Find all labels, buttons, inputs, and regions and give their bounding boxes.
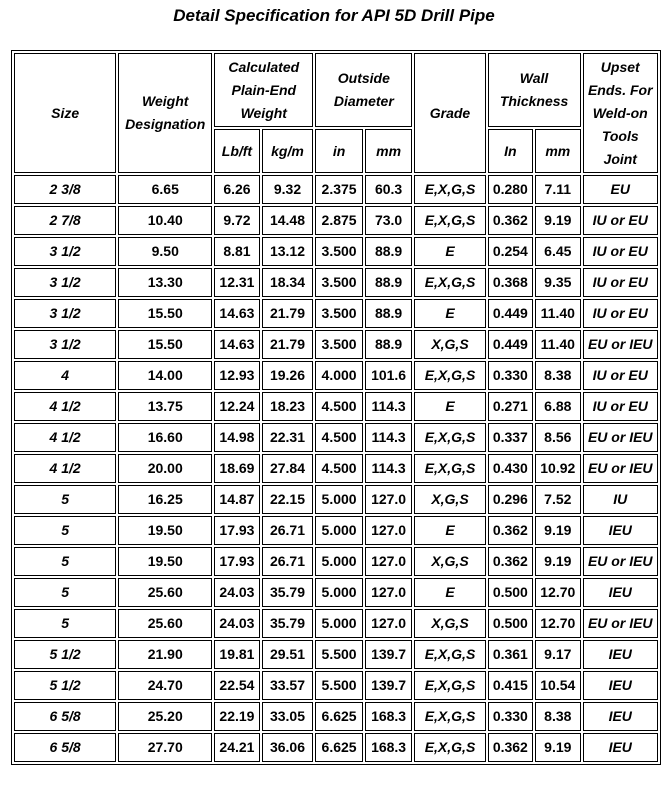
table-row bbox=[14, 392, 658, 421]
cell-wall-mm: 9.17 bbox=[535, 640, 580, 669]
cell-od-mm: 127.0 bbox=[365, 516, 413, 545]
cell-weight-kgm: 19.26 bbox=[262, 361, 314, 390]
cell-weight-lbft: 12.24 bbox=[214, 392, 259, 421]
cell-size: 2 7/8 bbox=[14, 206, 116, 235]
table-row bbox=[14, 268, 658, 297]
header-outside-diameter-line: Diameter bbox=[333, 93, 394, 109]
cell-od-in: 5.000 bbox=[315, 516, 363, 545]
cell-upset: IEU bbox=[583, 702, 658, 731]
cell-weight-designation: 16.60 bbox=[118, 423, 212, 452]
cell-weight-designation: 25.20 bbox=[118, 702, 212, 731]
table-row bbox=[14, 516, 658, 545]
cell-od-in: 4.500 bbox=[315, 423, 363, 452]
cell-od-in: 5.000 bbox=[315, 609, 363, 638]
cell-size: 4 bbox=[14, 361, 116, 390]
cell-size: 5 bbox=[14, 547, 116, 576]
cell-wall-in: 0.280 bbox=[488, 175, 533, 204]
cell-size: 5 1/2 bbox=[14, 640, 116, 669]
cell-wall-in: 0.254 bbox=[488, 237, 533, 266]
cell-upset: IEU bbox=[583, 671, 658, 700]
cell-weight-lbft: 24.03 bbox=[214, 609, 259, 638]
table-row bbox=[14, 733, 658, 762]
cell-weight-lbft: 19.81 bbox=[214, 640, 259, 669]
cell-wall-mm: 9.35 bbox=[535, 268, 580, 297]
cell-weight-kgm: 21.79 bbox=[262, 330, 314, 359]
header-wall-thickness-line: Wall bbox=[519, 70, 549, 86]
cell-weight-designation: 25.60 bbox=[118, 578, 212, 607]
cell-wall-in: 0.415 bbox=[488, 671, 533, 700]
cell-weight-designation: 15.50 bbox=[118, 299, 212, 328]
cell-weight-lbft: 14.87 bbox=[214, 485, 259, 514]
cell-od-in: 5.500 bbox=[315, 640, 363, 669]
cell-weight-kgm: 29.51 bbox=[262, 640, 314, 669]
cell-weight-kgm: 14.48 bbox=[262, 206, 314, 235]
cell-weight-lbft: 22.54 bbox=[214, 671, 259, 700]
cell-weight-lbft: 12.93 bbox=[214, 361, 259, 390]
header-size bbox=[14, 53, 116, 173]
cell-wall-mm: 7.52 bbox=[535, 485, 580, 514]
cell-upset: EU or IEU bbox=[583, 547, 658, 576]
cell-grade: E,X,G,S bbox=[414, 175, 485, 204]
cell-weight-lbft: 6.26 bbox=[214, 175, 259, 204]
cell-weight-kgm: 26.71 bbox=[262, 547, 314, 576]
cell-grade: E,X,G,S bbox=[414, 423, 485, 452]
cell-od-in: 3.500 bbox=[315, 299, 363, 328]
cell-size: 5 bbox=[14, 609, 116, 638]
cell-od-mm: 88.9 bbox=[365, 330, 413, 359]
cell-grade: X,G,S bbox=[414, 547, 485, 576]
cell-weight-designation: 14.00 bbox=[118, 361, 212, 390]
header-unit-mm: mm bbox=[365, 129, 413, 173]
table-row bbox=[14, 702, 658, 731]
header-wall-thickness bbox=[488, 53, 581, 127]
cell-weight-lbft: 12.31 bbox=[214, 268, 259, 297]
cell-size: 6 5/8 bbox=[14, 702, 116, 731]
header-upset-line: Weld-on bbox=[592, 104, 648, 121]
cell-wall-in: 0.330 bbox=[488, 702, 533, 731]
cell-wall-mm: 10.54 bbox=[535, 671, 580, 700]
cell-od-mm: 114.3 bbox=[365, 423, 413, 452]
cell-upset: EU bbox=[583, 175, 658, 204]
cell-od-mm: 73.0 bbox=[365, 206, 413, 235]
cell-size: 3 1/2 bbox=[14, 237, 116, 266]
cell-grade: E,X,G,S bbox=[414, 361, 485, 390]
header-outside-diameter bbox=[315, 53, 412, 127]
table-row bbox=[14, 640, 658, 669]
cell-grade: E,X,G,S bbox=[414, 702, 485, 731]
cell-weight-designation: 15.50 bbox=[118, 330, 212, 359]
header-upset-line: Ends. For bbox=[587, 81, 653, 98]
cell-size: 5 bbox=[14, 578, 116, 607]
cell-weight-lbft: 14.63 bbox=[214, 299, 259, 328]
table-row bbox=[14, 671, 658, 700]
cell-weight-lbft: 22.19 bbox=[214, 702, 259, 731]
cell-od-in: 4.500 bbox=[315, 392, 363, 421]
cell-od-in: 2.875 bbox=[315, 206, 363, 235]
spec-table-wrapper bbox=[11, 50, 661, 765]
header-calculated-weight-line: Plain-End bbox=[231, 81, 297, 98]
cell-od-mm: 127.0 bbox=[365, 485, 413, 514]
cell-wall-mm: 7.11 bbox=[535, 175, 580, 204]
cell-grade: E,X,G,S bbox=[414, 640, 485, 669]
cell-weight-kgm: 36.06 bbox=[262, 733, 314, 762]
cell-weight-lbft: 14.63 bbox=[214, 330, 259, 359]
table-row bbox=[14, 206, 658, 235]
cell-upset: IU or EU bbox=[583, 361, 658, 390]
cell-weight-kgm: 35.79 bbox=[262, 578, 314, 607]
cell-weight-kgm: 21.79 bbox=[262, 299, 314, 328]
table-header bbox=[14, 53, 658, 173]
table-row bbox=[14, 175, 658, 204]
header-outside-diameter-line: Outside bbox=[337, 70, 390, 86]
cell-size: 4 1/2 bbox=[14, 454, 116, 483]
table-row bbox=[14, 578, 658, 607]
cell-od-mm: 114.3 bbox=[365, 392, 413, 421]
cell-od-in: 5.000 bbox=[315, 578, 363, 607]
header-wall-thickness-line: Thickness bbox=[499, 93, 569, 109]
cell-weight-kgm: 9.32 bbox=[262, 175, 314, 204]
table-row bbox=[14, 485, 658, 514]
cell-upset: IU or EU bbox=[583, 206, 658, 235]
cell-upset: EU or IEU bbox=[583, 609, 658, 638]
cell-wall-mm: 9.19 bbox=[535, 206, 580, 235]
cell-size: 3 1/2 bbox=[14, 299, 116, 328]
table-row bbox=[14, 423, 658, 452]
header-upset-line: Tools bbox=[601, 127, 639, 144]
cell-grade: E bbox=[414, 299, 485, 328]
table-row bbox=[14, 609, 658, 638]
cell-size: 5 bbox=[14, 516, 116, 545]
cell-wall-in: 0.500 bbox=[488, 578, 533, 607]
cell-grade: X,G,S bbox=[414, 485, 485, 514]
cell-od-mm: 114.3 bbox=[365, 454, 413, 483]
cell-wall-in: 0.296 bbox=[488, 485, 533, 514]
cell-od-mm: 60.3 bbox=[365, 175, 413, 204]
cell-od-in: 5.000 bbox=[315, 547, 363, 576]
cell-od-in: 3.500 bbox=[315, 268, 363, 297]
cell-od-mm: 88.9 bbox=[365, 268, 413, 297]
cell-wall-mm: 9.19 bbox=[535, 547, 580, 576]
header-upset-line: Upset bbox=[600, 58, 640, 75]
cell-od-in: 4.500 bbox=[315, 454, 363, 483]
header-unit-kgm: kg/m bbox=[262, 129, 314, 173]
cell-grade: E,X,G,S bbox=[414, 454, 485, 483]
cell-upset: IU bbox=[583, 485, 658, 514]
cell-wall-mm: 11.40 bbox=[535, 330, 580, 359]
header-upset bbox=[583, 53, 658, 173]
cell-grade: E,X,G,S bbox=[414, 206, 485, 235]
cell-od-in: 5.000 bbox=[315, 485, 363, 514]
cell-upset: IU or EU bbox=[583, 299, 658, 328]
cell-wall-mm: 8.38 bbox=[535, 361, 580, 390]
cell-wall-in: 0.362 bbox=[488, 206, 533, 235]
cell-upset: IEU bbox=[583, 733, 658, 762]
cell-wall-in: 0.362 bbox=[488, 733, 533, 762]
cell-od-mm: 101.6 bbox=[365, 361, 413, 390]
cell-wall-in: 0.362 bbox=[488, 516, 533, 545]
cell-wall-in: 0.500 bbox=[488, 609, 533, 638]
cell-weight-designation: 27.70 bbox=[118, 733, 212, 762]
cell-wall-in: 0.361 bbox=[488, 640, 533, 669]
cell-grade: X,G,S bbox=[414, 330, 485, 359]
cell-grade: E bbox=[414, 237, 485, 266]
cell-size: 5 bbox=[14, 485, 116, 514]
header-calculated-weight bbox=[214, 53, 313, 127]
cell-weight-kgm: 18.34 bbox=[262, 268, 314, 297]
cell-wall-mm: 6.45 bbox=[535, 237, 580, 266]
cell-size: 3 1/2 bbox=[14, 330, 116, 359]
cell-weight-lbft: 18.69 bbox=[214, 454, 259, 483]
cell-wall-mm: 8.38 bbox=[535, 702, 580, 731]
cell-wall-mm: 9.19 bbox=[535, 733, 580, 762]
cell-wall-in: 0.368 bbox=[488, 268, 533, 297]
cell-weight-kgm: 33.57 bbox=[262, 671, 314, 700]
cell-size: 4 1/2 bbox=[14, 423, 116, 452]
cell-weight-designation: 6.65 bbox=[118, 175, 212, 204]
spec-table bbox=[11, 50, 661, 765]
cell-wall-mm: 6.88 bbox=[535, 392, 580, 421]
cell-weight-designation: 16.25 bbox=[118, 485, 212, 514]
cell-upset: IU or EU bbox=[583, 237, 658, 266]
cell-od-mm: 168.3 bbox=[365, 733, 413, 762]
cell-weight-kgm: 13.12 bbox=[262, 237, 314, 266]
cell-weight-lbft: 17.93 bbox=[214, 547, 259, 576]
cell-weight-designation: 13.30 bbox=[118, 268, 212, 297]
cell-weight-designation: 25.60 bbox=[118, 609, 212, 638]
cell-wall-in: 0.449 bbox=[488, 299, 533, 328]
cell-size: 3 1/2 bbox=[14, 268, 116, 297]
cell-od-mm: 127.0 bbox=[365, 609, 413, 638]
cell-grade: E bbox=[414, 578, 485, 607]
cell-upset: IU or EU bbox=[583, 392, 658, 421]
page-title: Detail Specification for API 5D Drill Pipe bbox=[173, 6, 495, 25]
cell-size: 6 5/8 bbox=[14, 733, 116, 762]
cell-weight-kgm: 26.71 bbox=[262, 516, 314, 545]
cell-od-mm: 88.9 bbox=[365, 299, 413, 328]
cell-weight-kgm: 22.15 bbox=[262, 485, 314, 514]
header-weight-designation-line: Designation bbox=[125, 116, 206, 132]
cell-weight-lbft: 8.81 bbox=[214, 237, 259, 266]
cell-weight-kgm: 33.05 bbox=[262, 702, 314, 731]
cell-od-mm: 127.0 bbox=[365, 547, 413, 576]
cell-weight-kgm: 27.84 bbox=[262, 454, 314, 483]
cell-size: 4 1/2 bbox=[14, 392, 116, 421]
cell-weight-designation: 20.00 bbox=[118, 454, 212, 483]
cell-weight-lbft: 14.98 bbox=[214, 423, 259, 452]
cell-od-mm: 88.9 bbox=[365, 237, 413, 266]
cell-grade: X,G,S bbox=[414, 609, 485, 638]
cell-od-in: 6.625 bbox=[315, 733, 363, 762]
cell-od-mm: 168.3 bbox=[365, 702, 413, 731]
cell-upset: EU or IEU bbox=[583, 454, 658, 483]
cell-weight-designation: 19.50 bbox=[118, 547, 212, 576]
cell-wall-in: 0.337 bbox=[488, 423, 533, 452]
cell-grade: E,X,G,S bbox=[414, 268, 485, 297]
header-upset-line: Joint bbox=[603, 150, 637, 167]
cell-wall-mm: 9.19 bbox=[535, 516, 580, 545]
cell-upset: EU or IEU bbox=[583, 330, 658, 359]
cell-wall-mm: 12.70 bbox=[535, 578, 580, 607]
table-body bbox=[14, 175, 658, 762]
cell-size: 2 3/8 bbox=[14, 175, 116, 204]
table-row bbox=[14, 330, 658, 359]
table-row bbox=[14, 454, 658, 483]
header-calculated-weight-line: Calculated bbox=[228, 58, 300, 75]
cell-od-in: 4.000 bbox=[315, 361, 363, 390]
cell-upset: IEU bbox=[583, 578, 658, 607]
cell-weight-kgm: 22.31 bbox=[262, 423, 314, 452]
cell-weight-lbft: 9.72 bbox=[214, 206, 259, 235]
cell-weight-kgm: 35.79 bbox=[262, 609, 314, 638]
header-unit-wall-in: In bbox=[488, 129, 533, 173]
cell-od-in: 6.625 bbox=[315, 702, 363, 731]
cell-weight-lbft: 24.03 bbox=[214, 578, 259, 607]
header-unit-in: in bbox=[315, 129, 363, 173]
table-row bbox=[14, 361, 658, 390]
cell-wall-in: 0.330 bbox=[488, 361, 533, 390]
cell-grade: E bbox=[414, 516, 485, 545]
header-grade-label: Grade bbox=[429, 104, 471, 121]
cell-size: 5 1/2 bbox=[14, 671, 116, 700]
cell-wall-mm: 12.70 bbox=[535, 609, 580, 638]
cell-weight-designation: 24.70 bbox=[118, 671, 212, 700]
cell-od-mm: 139.7 bbox=[365, 671, 413, 700]
cell-od-mm: 127.0 bbox=[365, 578, 413, 607]
table-row bbox=[14, 237, 658, 266]
header-weight-designation-line: Weight bbox=[142, 93, 189, 109]
cell-wall-mm: 8.56 bbox=[535, 423, 580, 452]
cell-wall-in: 0.362 bbox=[488, 547, 533, 576]
cell-weight-designation: 10.40 bbox=[118, 206, 212, 235]
cell-od-in: 3.500 bbox=[315, 330, 363, 359]
table-row bbox=[14, 547, 658, 576]
cell-weight-lbft: 17.93 bbox=[214, 516, 259, 545]
cell-weight-designation: 13.75 bbox=[118, 392, 212, 421]
cell-upset: EU or IEU bbox=[583, 423, 658, 452]
cell-grade: E bbox=[414, 392, 485, 421]
cell-wall-in: 0.271 bbox=[488, 392, 533, 421]
cell-weight-lbft: 24.21 bbox=[214, 733, 259, 762]
table-row bbox=[14, 299, 658, 328]
header-unit-wall-mm: mm bbox=[535, 129, 580, 173]
cell-wall-in: 0.449 bbox=[488, 330, 533, 359]
cell-wall-in: 0.430 bbox=[488, 454, 533, 483]
cell-upset: IU or EU bbox=[583, 268, 658, 297]
cell-weight-designation: 19.50 bbox=[118, 516, 212, 545]
cell-wall-mm: 10.92 bbox=[535, 454, 580, 483]
cell-od-in: 3.500 bbox=[315, 237, 363, 266]
cell-upset: IEU bbox=[583, 516, 658, 545]
cell-wall-mm: 11.40 bbox=[535, 299, 580, 328]
header-unit-lbft: Lb/ft bbox=[214, 129, 259, 173]
header-size-label: Size bbox=[51, 104, 80, 121]
cell-od-in: 2.375 bbox=[315, 175, 363, 204]
cell-upset: IEU bbox=[583, 640, 658, 669]
cell-od-mm: 139.7 bbox=[365, 640, 413, 669]
cell-weight-designation: 21.90 bbox=[118, 640, 212, 669]
cell-od-in: 5.500 bbox=[315, 671, 363, 700]
cell-weight-kgm: 18.23 bbox=[262, 392, 314, 421]
header-weight-designation bbox=[118, 53, 212, 173]
cell-grade: E,X,G,S bbox=[414, 671, 485, 700]
header-grade bbox=[414, 53, 485, 173]
cell-grade: E,X,G,S bbox=[414, 733, 485, 762]
header-calculated-weight-line: Weight bbox=[240, 104, 287, 121]
cell-weight-designation: 9.50 bbox=[118, 237, 212, 266]
